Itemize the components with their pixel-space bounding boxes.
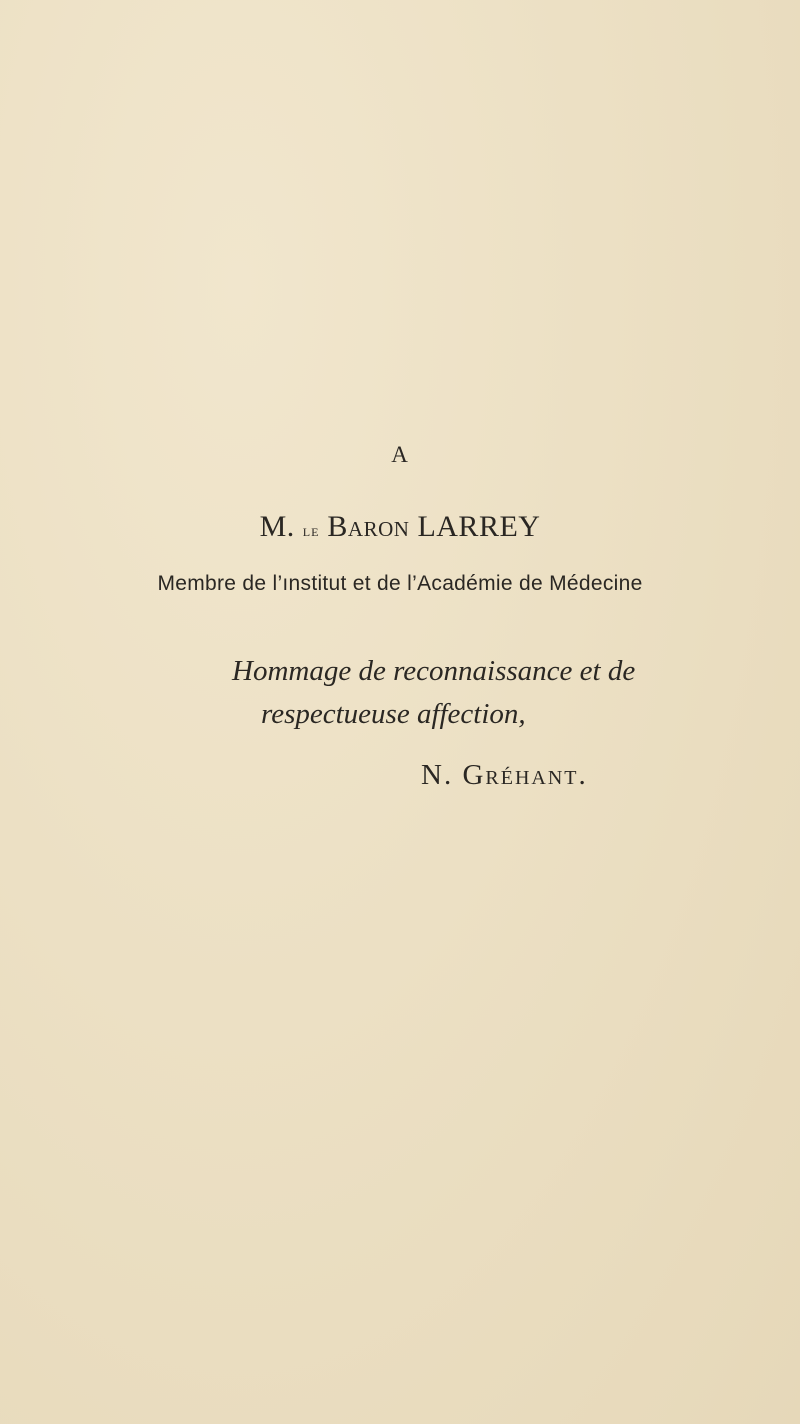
- homage-line-1: Hommage de reconnaissance et de: [232, 655, 636, 687]
- author-signature: N. Gréhant.: [421, 759, 588, 791]
- dedication-to-word: A: [391, 442, 409, 467]
- dedicatee-particle: le: [302, 521, 320, 540]
- dedicatee-surname: LARREY: [417, 510, 541, 543]
- homage-line-2: respectueuse affection,: [261, 698, 526, 730]
- dedicatee-name: [0, 512, 800, 542]
- dedicatee-role: Membre de l’ınstitut et de l’Académie de Médecine: [157, 572, 643, 595]
- dedicatee-prefix: M.: [259, 510, 295, 543]
- dedicatee-title: Baron: [327, 510, 410, 543]
